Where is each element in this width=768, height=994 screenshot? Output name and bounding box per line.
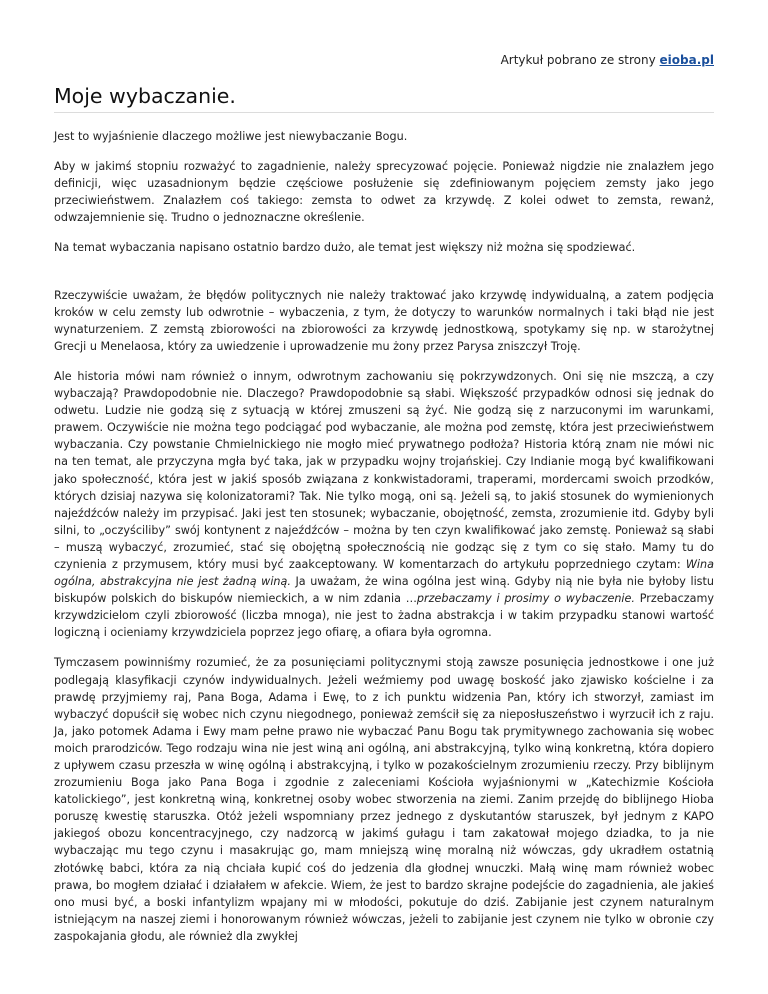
source-prefix: Artykuł pobrano ze strony bbox=[500, 53, 660, 67]
paragraph-definition: Aby w jakimś stopniu rozważyć to zagadnienie, należy sprecyzować pojęcie. Ponieważ nigdzie nie znalazłem jego definicji, więc uzasadnionym będzie częściowe posłużenie się zdefiniowanym pojęciem zemsty jako jego przeciwieństwem. Znalazłem coś takiego: zemsta to odwet za krzywdę. Z kolei odwet to zemsta, rewanż, odwzajemnienie się. Trudno o jednoznaczne określenie. bbox=[54, 160, 714, 225]
history-text-before: Ale historia mówi nam również o innym, odwrotnym zachowaniu się pokrzywdzonych. Oni się nie mszczą, a czy wybaczają? Prawdopodobnie nie. Dlaczego? Prawdopodobnie są słabi. Większość przypadków odnosi się jednak do odwetu. Ludzie nie godzą się z sytuacją w której zmuszeni są żyć. Nie godzą się z narzuconymi im warunkami, prawem. Oczywiście nie można tego podciągać pod wybaczanie, ale można pod zemstę, która jest przeciwieństwem wybaczania. Czy powstanie Chmielnickiego nie mogło mieć prywatnego podłoża? Historia którą znam nie mówi nic na ten temat, ale przyczyna mgła być taka, jak w przypadku wojny trojańskiej. Czy Indianie mogą być kwalifikowani jako społeczność, która jest w jakiś sposób związana z konkwistadorami, traperami, mordercami swoich przodków, których dzisiaj nazywa się kolonizatorami? Tak. Nie tylko mogą, oni są. Jeżeli są, to jakiś stosunek do wymienionych najeźdźców należy im przypisać. Jaki jest ten stosunek; wybaczanie, obojętność, zemsta, zrozumienie itd. Gdyby byli silni, to „oczyściliby” swój kontynent z najeźdźców – można by ten czyn kwalifikować jako zemstę. Ponieważ są słabi – muszą wybaczyć, zrozumieć, stać się obojętną społecznością nie godząc się z tym co się stało. Mamy tu do czynienia z przymusem, który musi być zaakceptowany. W komentarzach do artykułu poprzedniego czytam: bbox=[54, 369, 714, 571]
history-text-after: Przebaczamy krzywdzicielom czyli zbiorowość (liczba mnoga), nie jest to żadna abstrakcja i w takim przypadku stanowi wartość logiczną i ocieniamy krzywdziciela poprzez jego ofiarę, a ofiara była ogromna. bbox=[54, 592, 714, 640]
paragraph-history bbox=[54, 368, 714, 642]
quote-forgiveness: przebaczamy i prosimy o wybaczenie. bbox=[416, 592, 635, 606]
paragraph-political-errors: Rzeczywiście uważam, że błędów politycznych nie należy traktować jako krzywdę indywidualną, a zatem podjęcia kroków w celu zemsty lub odwrotnie – wybaczenia, z tym, że dotyczy to warunków normalnych i taki błąd nie jest wynaturzeniem. Z zemstą zbiorowości na zbiorowości za krzywdę jednostkową, spotykamy się np. w starożytnej Grecji u Menelaosa, który za uwiedzenie i uprowadzenie mu żony przez Parysa zniszczył Troję. bbox=[54, 288, 714, 353]
paragraph-intro: Jest to wyjaśnienie dlaczego możliwe jest niewybaczanie Bogu. bbox=[54, 130, 408, 143]
title-divider bbox=[54, 112, 714, 113]
quote-general-guilt: Wina ogólna, abstrakcyjna nie jest żadną winą. bbox=[54, 557, 714, 589]
paragraph-individual-acts: Tymczasem powinniśmy rozumieć, że za posunięciami politycznymi stoją zawsze posunięcia jednostkowe i one już podlegają klasyfikacji czynów indywidualnych. Jeżeli weźmiemy pod uwagę boskość jako zjawisko kościelne i za prawdę przyjmiemy raj, Pana Boga, Adama i Ewę, to z ich punktu widzenia Pan, który ich stworzył, zamiast im wybaczyć dopuścił się wobec nich czynu niegodnego, ponieważ zemścił się za nieposłuszeństwo i wyrzucił ich z raju. Ja, jako potomek Adama i Ewy mam pełne prawo nie wybaczać Panu Bogu tak prymitywnego zachowania się wobec moich prarodziców. Tego rodzaju wina nie jest winą ani ogólną, ani abstrakcyjną, tylko winą konkretną, która dopiero z upływem czasu przeszła w winę ogólną i abstrakcyjną, i tylko w pozakościelnym zrozumieniu rzeczy. Przy biblijnym zrozumieniu Boga jako Pana Boga i zgodnie z zaleceniami Kościoła wyjaśnionymi w „Katechizmie Kościoła katolickiego”, jest konkretną winą, konkretnej osoby wobec stworzenia na ziemi. Zanim przejdę do biblijnego Hioba poruszę kwestię staruszka. Otóż jeżeli wspomniany przez jednego z dyskutantów staruszek, był jednym z KAPO jakiegoś obozu koncentracyjnego, czy nadzorcą w jakimś gułagu i tam zakatował mojego dziadka, to ja nie wybaczając mu tego czynu i masakrując go, mam mniejszą winę moralną niż wówczas, gdy ukradłem ostatnią złotówkę babci, która za nią chciała kupić coś do jedzenia dla głodnej wnuczki. Małą winę mam również wobec prawa, bo mogłem działać i działałem w afekcie. Wiem, że jest to bardzo skrajne podejście do zagadnienia, ale jakieś ono musi być, a boski infantylizm wpajany mi w młodości, pokutuje do dziś. Zabijanie jest czynem naturalnym istniejącym na naszej ziemi i honorowanym również wówczas, jeżeli to zabijanie jest czynem nie tylko w obronie czy zaspokajania głodu, ale również dla zwykłej bbox=[54, 656, 714, 943]
source-attribution bbox=[501, 53, 714, 67]
history-text-middle: Ja uważam, że wina ogólna jest winą. Gdyby nią nie była nie byłoby listu biskupów polskich do biskupów niemieckich, a w nim zdania … bbox=[54, 575, 714, 606]
paragraph-topic: Na temat wybaczania napisano ostatnio bardzo dużo, ale temat jest większy niż można się spodziewać. bbox=[54, 241, 636, 255]
source-link[interactable]: eioba.pl bbox=[659, 53, 714, 67]
article-title: Moje wybaczanie. bbox=[54, 84, 236, 108]
article-body bbox=[54, 128, 714, 958]
